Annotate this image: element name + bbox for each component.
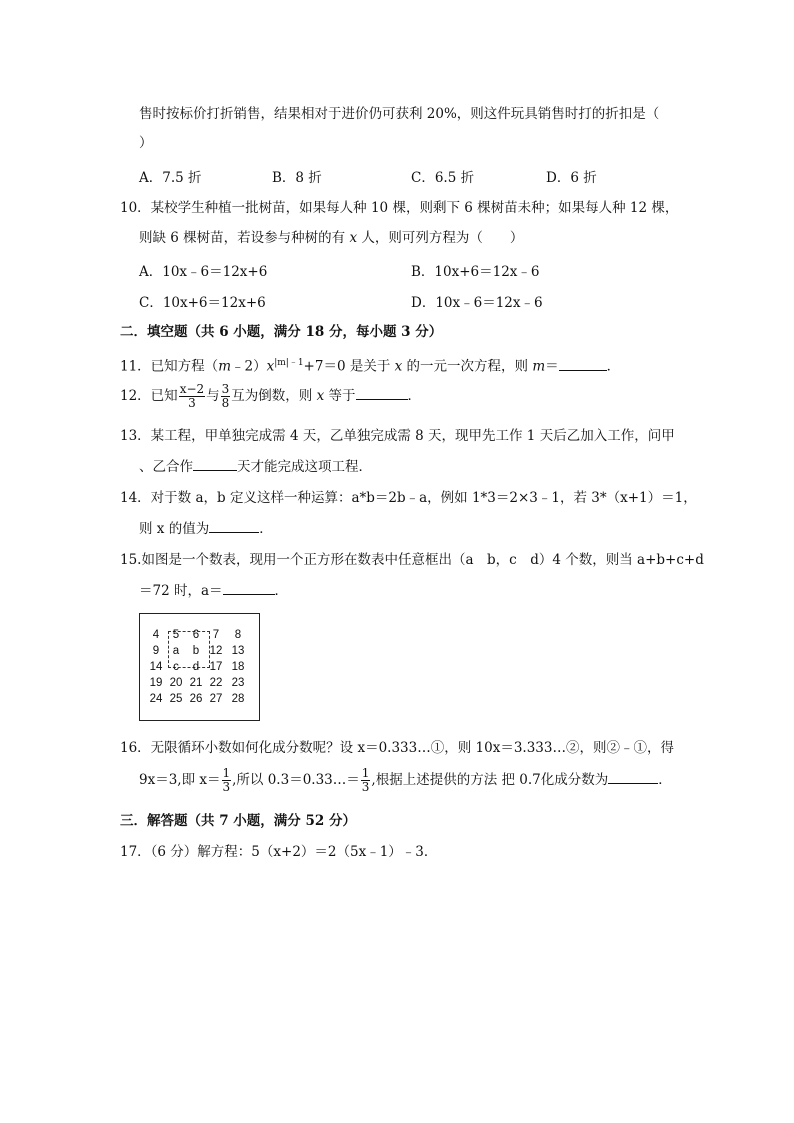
table-cell: 14: [149, 661, 163, 673]
table-cell: 28: [231, 693, 245, 705]
table-cell: 22: [209, 677, 223, 689]
q16-fraction: [222, 767, 232, 794]
q10-text-part: 则缺 6 棵树苗，若设参与种树的有: [139, 230, 350, 246]
q16-part: ＝0.33…＝: [289, 772, 360, 788]
fraction-denominator: 3: [188, 396, 196, 410]
table-cell: a: [172, 645, 180, 657]
table-cell: 6: [192, 629, 200, 641]
table-cell: 25: [169, 693, 183, 705]
q14-answer-blank[interactable]: [209, 518, 259, 533]
q13-answer-blank[interactable]: [193, 456, 237, 471]
fraction-numerator: x−2: [179, 382, 205, 396]
q12-part: 等于: [324, 388, 356, 404]
q16-text-line2: [139, 762, 672, 798]
q12-part: 与: [206, 388, 220, 404]
table-cell: 21: [189, 677, 203, 689]
table-cell: 27: [209, 693, 223, 705]
q11-var: x: [266, 358, 275, 375]
q9-option-a: A．7.5 折: [139, 170, 202, 186]
q10-text-line1: 10．某校学生种植一批树苗，如果每人种 10 棵，则剩下 6 棵树苗未种；如果每人种 12 棵，: [120, 200, 679, 216]
table-cell: c: [173, 661, 179, 673]
q11-part: ．: [606, 358, 621, 375]
q12-part: 互为倒数，则: [231, 388, 317, 404]
q12-part: ．: [407, 388, 422, 404]
fraction-denominator: 8: [221, 396, 230, 410]
number-table: [139, 613, 260, 721]
table-cell: b: [192, 645, 200, 657]
repeating-digit: [281, 772, 290, 788]
q12-answer-blank[interactable]: [356, 385, 408, 400]
q12-fraction-1: [179, 383, 205, 410]
table-cell: 26: [189, 693, 203, 705]
q16-part: ,所以 0.: [232, 772, 281, 788]
q11-exponent: |m|﹣1: [274, 358, 304, 368]
q15-answer-blank[interactable]: [223, 580, 275, 595]
q10-text-part: 人，则可列方程为（ ）: [357, 230, 524, 246]
table-cell: d: [192, 661, 200, 673]
table-cell: 17: [209, 661, 223, 673]
q11-part: 的一元一次方程，则: [402, 358, 533, 375]
q14-part: ．: [259, 521, 273, 537]
fraction-numerator: 1: [222, 766, 231, 780]
q16-part: 9x＝3,即 x＝: [139, 772, 221, 788]
table-cell: 24: [149, 693, 163, 705]
table-cell: 23: [231, 677, 245, 689]
q16-text-line1: 16．无限循环小数如何化成分数呢？设 x＝0.333…①，则 10x＝3.333…②，则②﹣①，得: [120, 740, 674, 756]
q10-option-b: B．10x+6＝12x﹣6: [411, 264, 540, 280]
q10-var: x: [349, 230, 358, 246]
q15-part: ．: [274, 583, 289, 599]
fraction-denominator: 3: [222, 780, 231, 794]
q16-answer-blank[interactable]: [608, 769, 658, 784]
q9-option-d: D．6 折: [546, 170, 597, 186]
q12-var: x: [316, 388, 325, 404]
table-cell: 5: [172, 629, 180, 641]
q9-option-c: C．6.5 折: [411, 170, 475, 186]
q9-text-line1: 售时按标价打折销售，结果相对于进价仍可获利 20%，则这件玩具销售时打的折扣是（: [139, 106, 660, 122]
q13-part: 天才能完成这项工程．: [237, 459, 372, 475]
q11-var: x: [394, 358, 403, 375]
table-cell: 9: [152, 645, 160, 657]
q15-text-line2: [139, 580, 288, 601]
q16-part: 化成分数为: [540, 772, 609, 788]
table-cell: 19: [149, 677, 163, 689]
section2-title: 二．填空题（共 6 小题，满分 18 分，每小题 3 分）: [120, 324, 443, 340]
q9-option-b: B．8 折: [272, 170, 322, 186]
q11-answer-blank[interactable]: [559, 356, 607, 371]
q12-fraction-2: [221, 383, 231, 410]
section3-title: 三．解答题（共 7 小题，满分 52 分）: [120, 813, 356, 829]
q11-part: 11．已知方程（: [120, 358, 219, 375]
q17-text: 17．（6 分）解方程：5（x+2）＝2（5x﹣1）﹣3．: [120, 844, 438, 860]
q16-part: ．: [658, 772, 672, 788]
q13-text-line1: 13．某工程，甲单独完成需 4 天，乙单独完成需 8 天，现甲先工作 1 天后乙加入工作，问甲: [120, 428, 675, 444]
q11-text: [120, 353, 620, 377]
q13-text-line2: [139, 456, 372, 477]
fraction-denominator: 3: [361, 780, 370, 794]
table-cell: 12: [209, 645, 223, 657]
table-cell: 13: [231, 645, 245, 657]
q10-option-a: A．10x﹣6＝12x+6: [139, 264, 268, 280]
q11-var: m: [532, 358, 546, 375]
q15-part: ＝72 时，a＝: [139, 583, 223, 599]
table-cell: 18: [231, 661, 245, 673]
q15-text-line1: 15.如图是一个数表，现用一个正方形在数表中任意框出（a b，c d）4 个数，则当 a+b+c+d: [120, 552, 704, 568]
q13-part: 、乙合作: [139, 459, 193, 475]
table-cell: 4: [152, 629, 160, 641]
q11-part: ＝: [545, 358, 559, 375]
q10-option-d: D．10x﹣6＝12x﹣6: [411, 295, 543, 311]
table-cell: 8: [234, 629, 242, 641]
q11-var: m: [218, 358, 231, 375]
q12-text: [120, 381, 421, 411]
q9-text-line2: ）: [139, 135, 153, 151]
q10-option-c: C．10x+6＝12x+6: [139, 295, 266, 311]
repeating-digit-value: 7: [532, 772, 541, 788]
fraction-numerator: 1: [361, 766, 370, 780]
q10-text-line2: [139, 228, 523, 248]
q12-part: 12．已知: [120, 388, 178, 404]
q14-part: 则 x 的值为: [139, 521, 210, 537]
q11-part: +7＝0 是关于: [303, 358, 395, 375]
table-cell: 7: [212, 629, 220, 641]
q14-text-line2: [139, 518, 273, 539]
q16-part: ,根据上述提供的方法 把 0.: [371, 772, 533, 788]
fraction-numerator: 3: [221, 382, 230, 396]
q11-part: ﹣2）: [231, 358, 267, 375]
q16-fraction-2: [361, 767, 371, 794]
table-cell: 20: [169, 677, 183, 689]
repeating-digit-value: 3: [280, 772, 290, 788]
q14-text-line1: 14．对于数 a，b 定义这样一种运算：a*b＝2b﹣a，例如 1*3＝2×3﹣1，若 3*（x+1）＝1，: [120, 490, 697, 506]
